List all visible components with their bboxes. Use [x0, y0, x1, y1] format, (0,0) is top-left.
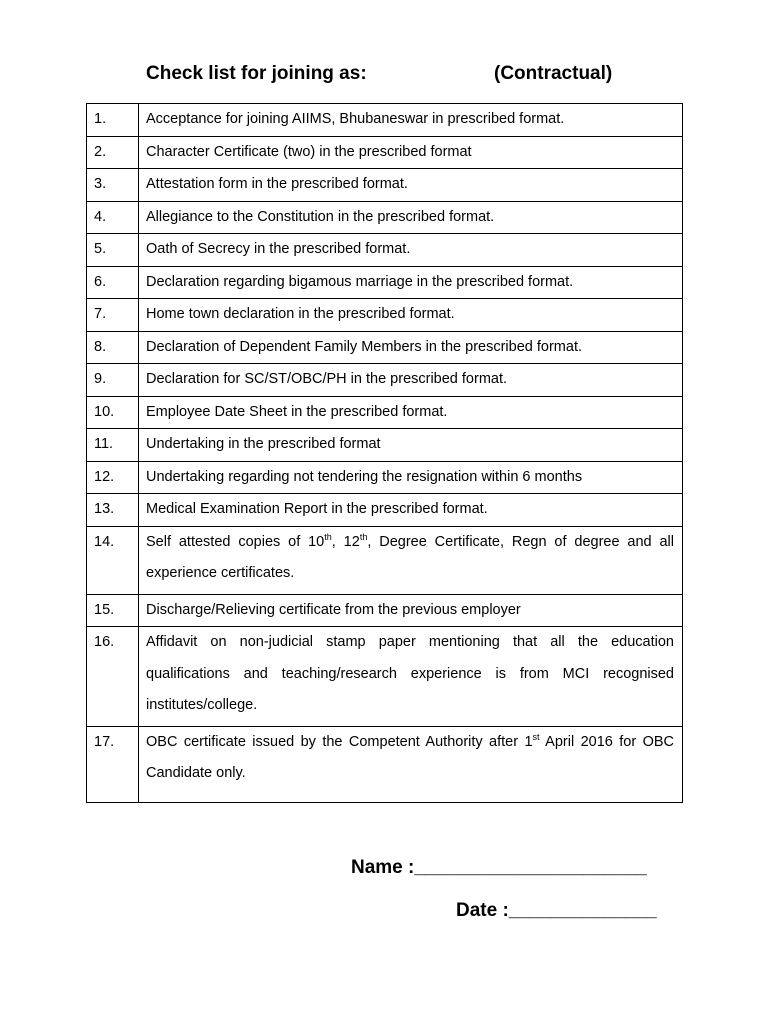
table-row: [87, 169, 683, 202]
item-text: Home town declaration in the prescribed format.: [139, 299, 683, 332]
item-text-part: , Degree Certificate, Regn of degree and all experience certificates.: [146, 533, 674, 581]
item-text-part: , 12: [331, 533, 360, 550]
item-number: 9.: [87, 364, 139, 397]
page-heading: [146, 60, 646, 88]
item-number: 10.: [87, 396, 139, 429]
date-signature-line: Date :______________: [456, 900, 657, 921]
item-text: Medical Examination Report in the prescribed format.: [139, 494, 683, 527]
ordinal-suffix: st: [532, 731, 540, 742]
item-text: Oath of Secrecy in the prescribed format.: [139, 234, 683, 267]
item-text-part: OBC certificate issued by the Competent Authority after 1: [146, 733, 533, 750]
item-number: 12.: [87, 461, 139, 494]
item-text: Undertaking regarding not tendering the resignation within 6 months: [139, 461, 683, 494]
ordinal-suffix: th: [359, 531, 368, 542]
item-text: Declaration for SC/ST/OBC/PH in the prescribed format.: [139, 364, 683, 397]
item-text: Acceptance for joining AIIMS, Bhubaneswar in prescribed format.: [139, 104, 683, 137]
checklist-title: Check list for joining as:: [146, 63, 367, 84]
item-text: Discharge/Relieving certificate from the previous employer: [139, 594, 683, 627]
ordinal-suffix: th: [324, 531, 332, 542]
item-text: [139, 526, 683, 594]
table-row: [87, 201, 683, 234]
item-number: 4.: [87, 201, 139, 234]
table-row: [87, 136, 683, 169]
item-text: Character Certificate (two) in the prescribed format: [139, 136, 683, 169]
item-number: 13.: [87, 494, 139, 527]
table-row: [87, 526, 683, 594]
item-text: Allegiance to the Constitution in the prescribed format.: [139, 201, 683, 234]
item-text: Declaration regarding bigamous marriage in the prescribed format.: [139, 266, 683, 299]
item-number: 8.: [87, 331, 139, 364]
item-number: 15.: [87, 594, 139, 627]
name-signature-line: Name :______________________: [351, 857, 647, 878]
table-row: [87, 594, 683, 627]
item-text: Employee Date Sheet in the prescribed format.: [139, 396, 683, 429]
table-row: [87, 266, 683, 299]
table-row: [87, 396, 683, 429]
item-number: 16.: [87, 627, 139, 727]
item-number: 7.: [87, 299, 139, 332]
item-text-part: April 2016 for OBC Candidate only.: [146, 733, 674, 781]
item-text-part: Self attested copies of 10: [146, 533, 325, 550]
item-number: 6.: [87, 266, 139, 299]
item-number: 5.: [87, 234, 139, 267]
table-row: [87, 429, 683, 462]
employment-type: (Contractual): [494, 63, 613, 84]
table-row: [87, 726, 683, 802]
item-text: Undertaking in the prescribed format: [139, 429, 683, 462]
checklist-table: [86, 103, 683, 803]
item-number: 11.: [87, 429, 139, 462]
table-row: [87, 364, 683, 397]
table-row: [87, 627, 683, 727]
item-text: [139, 726, 683, 802]
item-number: 1.: [87, 104, 139, 137]
item-number: 17.: [87, 726, 139, 802]
table-row: [87, 234, 683, 267]
table-row: [87, 461, 683, 494]
item-text: Declaration of Dependent Family Members in the prescribed format.: [139, 331, 683, 364]
item-number: 3.: [87, 169, 139, 202]
table-row: [87, 494, 683, 527]
item-number: 14.: [87, 526, 139, 594]
item-number: 2.: [87, 136, 139, 169]
table-row: [87, 331, 683, 364]
item-text: Affidavit on non-judicial stamp paper mentioning that all the education qualifications and teaching/research experience is from MCI recognised institutes/college.: [139, 627, 683, 727]
table-row: [87, 299, 683, 332]
table-row: [87, 104, 683, 137]
item-text: Attestation form in the prescribed format.: [139, 169, 683, 202]
